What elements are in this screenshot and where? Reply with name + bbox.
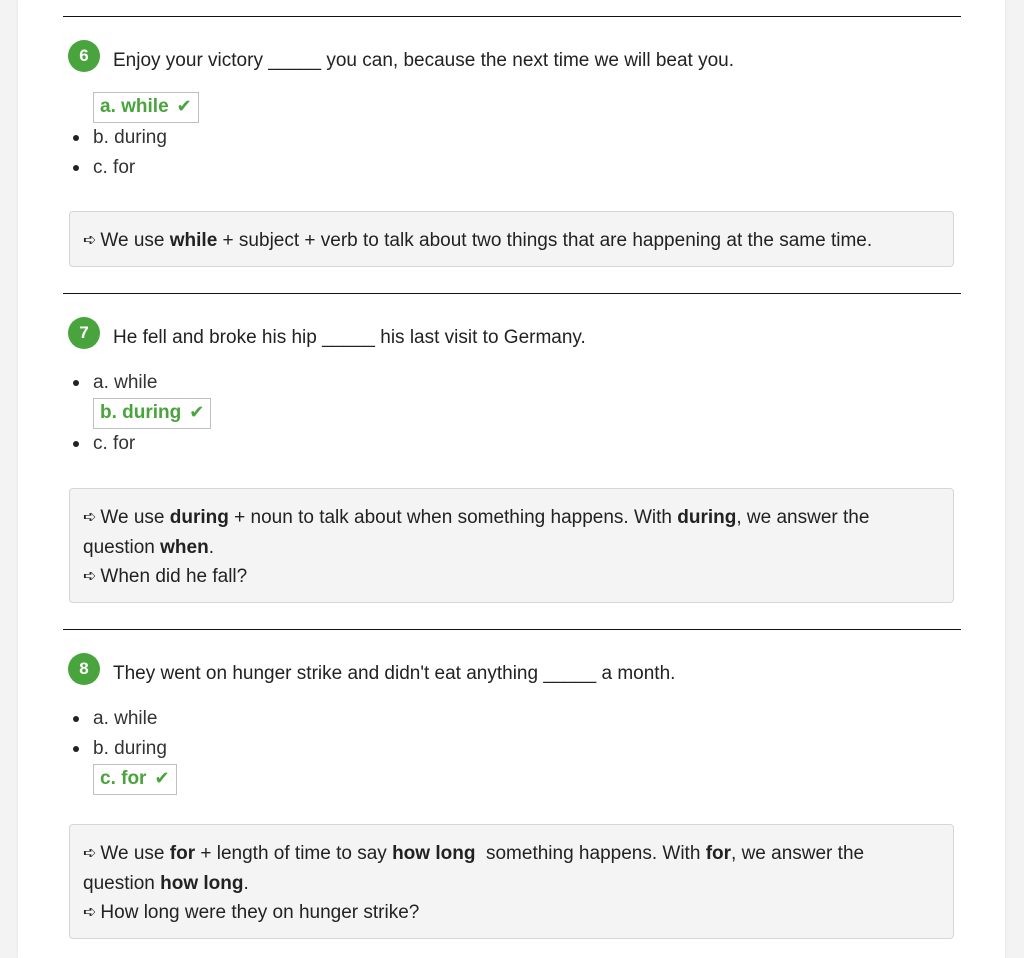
question-text: Enjoy your victory _____ you can, because the next time we will beat you.	[113, 50, 735, 71]
options-list	[63, 368, 211, 459]
correct-answer: a. while ✔	[93, 92, 199, 123]
question-6	[63, 16, 961, 268]
question-text: He fell and broke his hip _____ his last visit to Germany.	[113, 327, 586, 348]
question-line	[68, 45, 734, 77]
answer-blank: _____	[543, 663, 597, 684]
question-number-badge: 7	[68, 317, 100, 349]
question-7	[63, 293, 961, 605]
arrow-right-icon: ➪	[83, 568, 97, 585]
bullet	[73, 135, 79, 141]
divider	[63, 629, 961, 630]
divider	[63, 16, 961, 17]
bullet	[73, 746, 79, 752]
option-c[interactable]: c. for	[63, 153, 199, 183]
arrow-right-icon: ➪	[83, 232, 97, 249]
explanation-line: ➪ We use for + length of time to say how long something happens. With for, we answer the question how long.	[83, 843, 865, 894]
option-c[interactable]: c. for	[63, 429, 211, 459]
checkmark-icon: ✔	[154, 768, 170, 788]
bullet	[73, 441, 79, 447]
correct-answer: c. for ✔	[93, 764, 177, 795]
arrow-right-icon: ➪	[83, 509, 97, 526]
checkmark-icon: ✔	[176, 96, 192, 116]
option-b[interactable]: b. during	[63, 734, 177, 764]
arrow-right-icon: ➪	[83, 845, 97, 862]
explanation-example: ➪ How long were they on hunger strike?	[83, 902, 420, 923]
option-a[interactable]: a. while	[63, 704, 177, 734]
bullet	[73, 165, 79, 171]
option-a[interactable]: a. while	[63, 368, 211, 398]
bullet	[73, 716, 79, 722]
question-line	[68, 322, 586, 354]
divider	[63, 293, 961, 294]
question-line	[68, 658, 675, 690]
checkmark-icon: ✔	[189, 402, 205, 422]
option-a[interactable]	[63, 92, 199, 122]
explanation-box	[69, 211, 954, 267]
options-list	[63, 92, 199, 183]
options-list	[63, 704, 177, 794]
explanation-example: ➪ When did he fall?	[83, 566, 248, 587]
bullet	[73, 380, 79, 386]
option-c[interactable]	[63, 764, 177, 794]
question-number-badge: 8	[68, 653, 100, 685]
answer-blank: _____	[322, 327, 375, 348]
quiz-page	[18, 0, 1005, 958]
arrow-right-icon: ➪	[83, 904, 97, 921]
correct-answer: b. during ✔	[93, 398, 211, 429]
question-text: They went on hunger strike and didn't eat anything _____ a month.	[113, 663, 676, 684]
question-number-badge: 6	[68, 40, 100, 72]
explanation-box	[69, 488, 954, 603]
question-8	[63, 629, 961, 941]
answer-blank: _____	[268, 50, 322, 71]
explanation-box	[69, 824, 954, 939]
option-b[interactable]	[63, 398, 211, 428]
explanation-line: ➪ We use during + noun to talk about when something happens. With during, we answer the question when.	[83, 507, 870, 558]
explanation-line: ➪ We use while + subject + verb to talk about two things that are happening at the same time.	[83, 230, 873, 251]
option-b[interactable]: b. during	[63, 123, 199, 153]
